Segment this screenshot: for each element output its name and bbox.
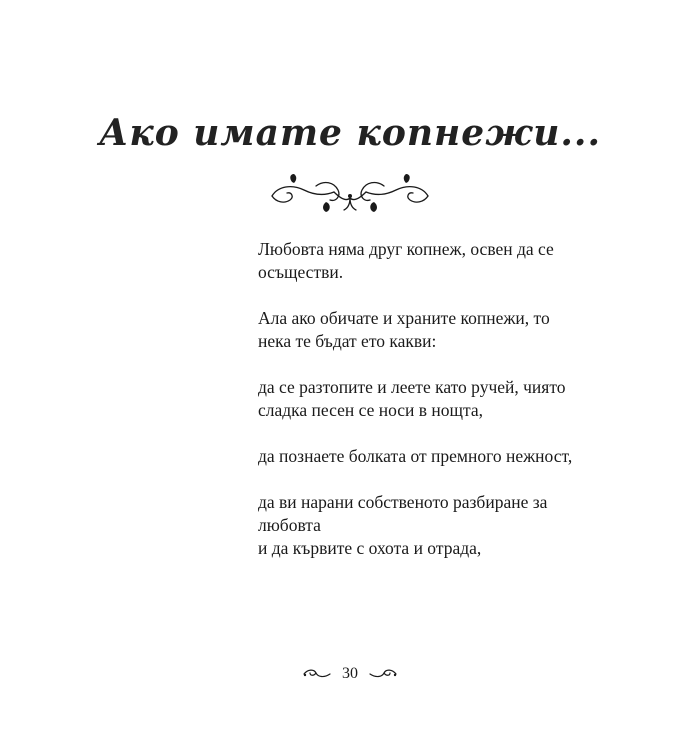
text-line: сладка песен се носи в нощта, [258, 400, 484, 420]
swirl-flourish-left-icon [302, 668, 332, 680]
text-line: да познаете болката от премного нежност, [258, 446, 573, 466]
paragraph-4 [258, 445, 618, 468]
poem-body [258, 238, 618, 583]
text-line: любовта [258, 515, 321, 535]
text-line: Ала ако обичате и храните копнежи, то [258, 308, 550, 328]
text-line: нека те бъдат ето какви: [258, 331, 437, 351]
text-line: да се разтопите и леете като ручей, чиято [258, 377, 566, 397]
text-line: и да кървите с охота и отрада, [258, 538, 482, 558]
text-line: Любовта няма друг копнеж, освен да се [258, 239, 554, 259]
text-line: осъществи. [258, 262, 344, 282]
paragraph-1 [258, 238, 618, 284]
page-footer [0, 665, 700, 685]
paragraph-2 [258, 307, 618, 353]
text-line: да ви нарани собственото разбиране за [258, 492, 548, 512]
chapter-title: Ако имате копнежи... [99, 112, 601, 154]
swirl-flourish-right-icon [368, 668, 398, 680]
paragraph-5 [258, 491, 618, 560]
page-number: 30 [342, 665, 358, 682]
paragraph-3 [258, 376, 618, 422]
floral-divider-icon [268, 172, 432, 214]
